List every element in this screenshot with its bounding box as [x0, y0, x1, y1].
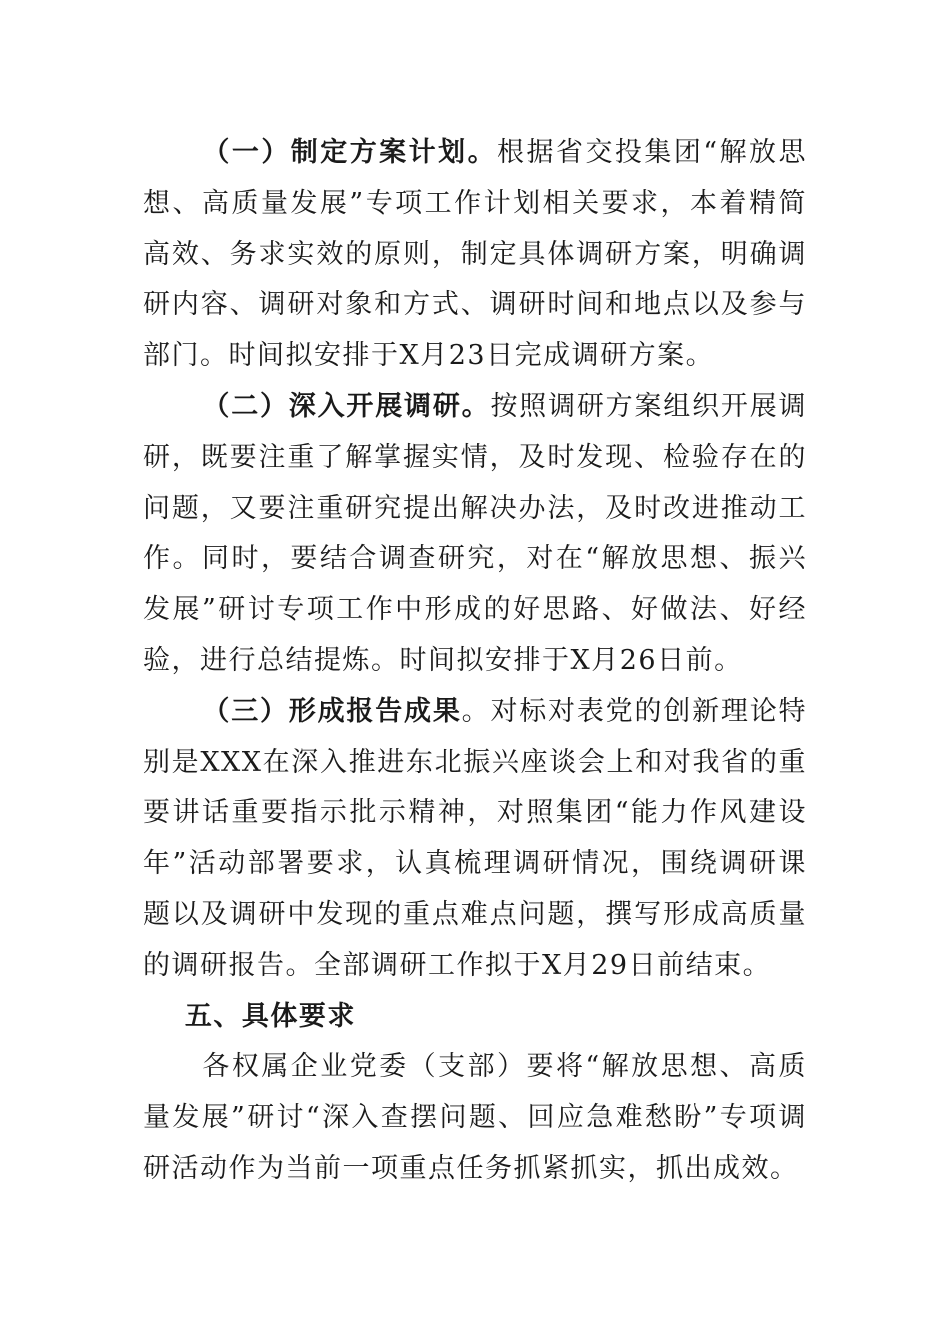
paragraph-report-lead: （三）形成报告成果: [202, 695, 462, 727]
closing-paragraph: 各权属企业党委（支部）要将“解放思想、高质量发展”研讨“深入查摆问题、回应急难愁盼”专项调研活动作为当前一项重点任务抓紧抓实，抓出成效。: [143, 1051, 807, 1184]
paragraph-report: [143, 687, 807, 992]
paragraph-plan-text: 根据省交投集团“解放思想、高质量发展”专项工作计划相关要求，本着精简高效、务求实效的原则，制定具体调研方案，明确调研内容、调研对象和方式、调研时间和地点以及参与部门。时间拟安排于X月23日完成调研方案。: [143, 137, 807, 372]
paragraph-plan: [143, 128, 807, 382]
section-heading: 五、具体要求: [184, 1000, 356, 1032]
document-body: [143, 128, 807, 1195]
paragraph-research: [143, 382, 807, 687]
paragraph-report-text: 。对标对表党的创新理论特别是XXX在深入推进东北振兴座谈会上和对我省的重要讲话重要指示批示精神，对照集团“能力作风建设年”活动部署要求，认真梳理调研情况，围绕调研课题以及调研中发现的重点难点问题，撰写形成高质量的调研报告。全部调研工作拟于X月29日前结束。: [143, 695, 808, 981]
paragraph-research-lead: （二）深入开展调研。: [202, 390, 491, 422]
paragraph-research-text: 按照调研方案组织开展调研，既要注重了解掌握实情，及时发现、检验存在的问题，又要注重研究提出解决办法，及时改进推动工作。同时，要结合调查研究，对在“解放思想、振兴发展”研讨专项工作中形成的好思路、好做法、好经验，进行总结提炼。时间拟安排于X月26日前。: [143, 390, 808, 676]
paragraph-plan-lead: （一）制定方案计划。: [202, 137, 498, 168]
